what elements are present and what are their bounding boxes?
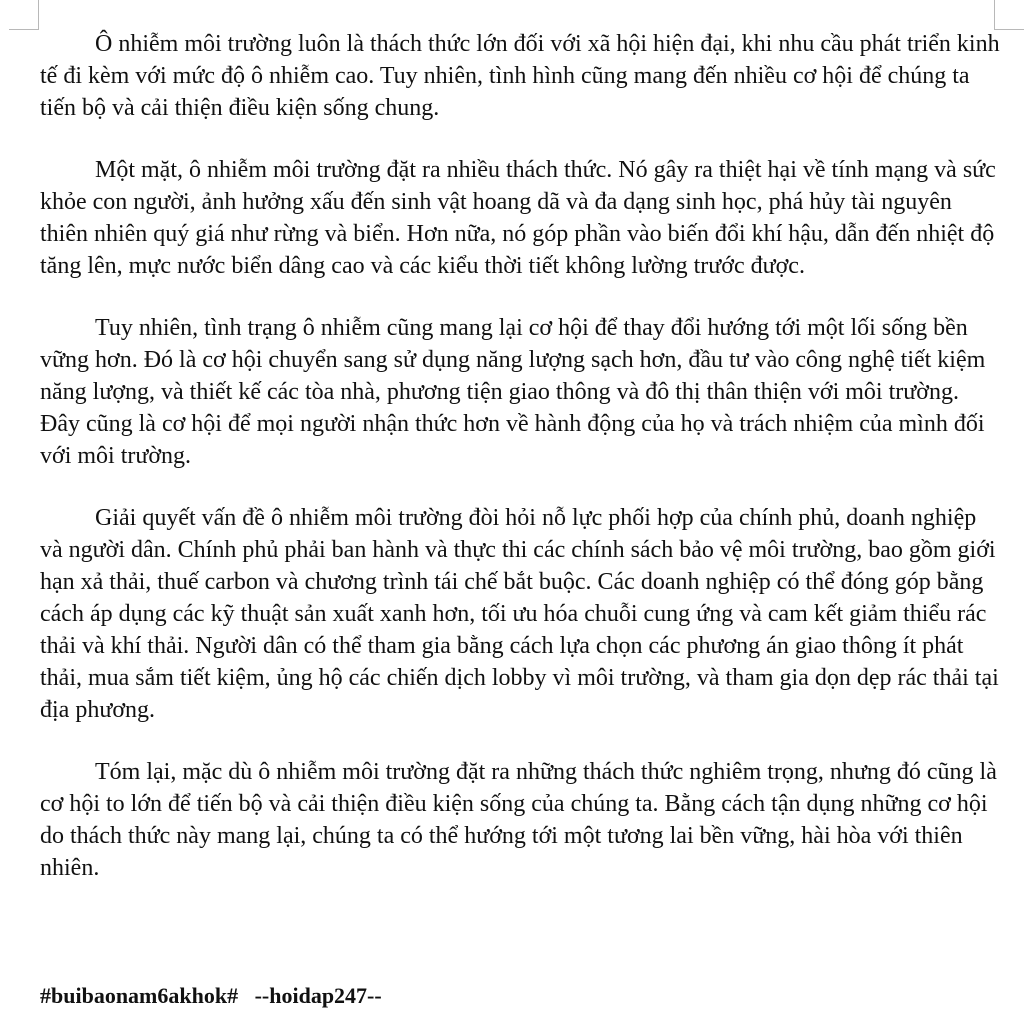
paragraph-conclusion: Tóm lại, mặc dù ô nhiễm môi trường đặt ra những thách thức nghiêm trọng, nhưng đó cũng là cơ hội to lớn để tiến bộ và cải thiện điều kiện sống của chúng ta. Bằng cách tận dụng những cơ hội do thách thức này mang lại, chúng ta có thể hướng tới một tương lai bền vững, hài hòa với thiên nhiên. — [40, 759, 997, 881]
signature-line: #buibaonam6akhok# --hoidap247-- — [40, 983, 382, 1008]
paragraph-challenges: Một mặt, ô nhiễm môi trường đặt ra nhiều thách thức. Nó gây ra thiệt hại về tính mạng và sức khỏe con người, ảnh hưởng xấu đến sinh vật hoang dã và đa dạng sinh học, phá hủy tài nguyên thiên nhiên quý giá như rừng và biển. Hơn nữa, nó góp phần vào biến đổi khí hậu, dẫn đến nhiệt độ tăng lên, mực nước biển dâng cao và các kiểu thời tiết không lường trước được. — [40, 157, 996, 279]
page-corner-marker-top-left — [9, 0, 39, 30]
paragraph-solutions: Giải quyết vấn đề ô nhiễm môi trường đòi hỏi nỗ lực phối hợp của chính phủ, doanh nghiệp và người dân. Chính phủ phải ban hành và thực thi các chính sách bảo vệ môi trường, bao gồm giới hạn xả thải, thuế carbon và chương trình tái chế bắt buộc. Các doanh nghiệp có thể đóng góp bằng cách áp dụng các kỹ thuật sản xuất xanh hơn, tối ưu hóa chuỗi cung ứng và cam kết giảm thiểu rác thải và khí thải. Người dân có thể tham gia bằng cách lựa chọn các phương án giao thông ít phát thải, mua sắm tiết kiệm, ủng hộ các chiến dịch lobby vì môi trường, và tham gia dọn dẹp rác thải tại địa phương. — [40, 505, 999, 723]
document-body — [40, 28, 1002, 914]
paragraph-opportunities: Tuy nhiên, tình trạng ô nhiễm cũng mang lại cơ hội để thay đổi hướng tới một lối sống bền vững hơn. Đó là cơ hội chuyển sang sử dụng năng lượng sạch hơn, đầu tư vào công nghệ tiết kiệm năng lượng, và thiết kế các tòa nhà, phương tiện giao thông và đô thị thân thiện với môi trường. Đây cũng là cơ hội để mọi người nhận thức hơn về hành động của họ và trách nhiệm của mình đối với môi trường. — [40, 315, 986, 469]
paragraph-intro: Ô nhiễm môi trường luôn là thách thức lớn đối với xã hội hiện đại, khi nhu cầu phát triển kinh tế đi kèm với mức độ ô nhiễm cao. Tuy nhiên, tình hình cũng mang đến nhiều cơ hội để chúng ta tiến bộ và cải thiện điều kiện sống chung. — [40, 31, 1000, 121]
page-corner-marker-top-right — [994, 0, 1024, 30]
